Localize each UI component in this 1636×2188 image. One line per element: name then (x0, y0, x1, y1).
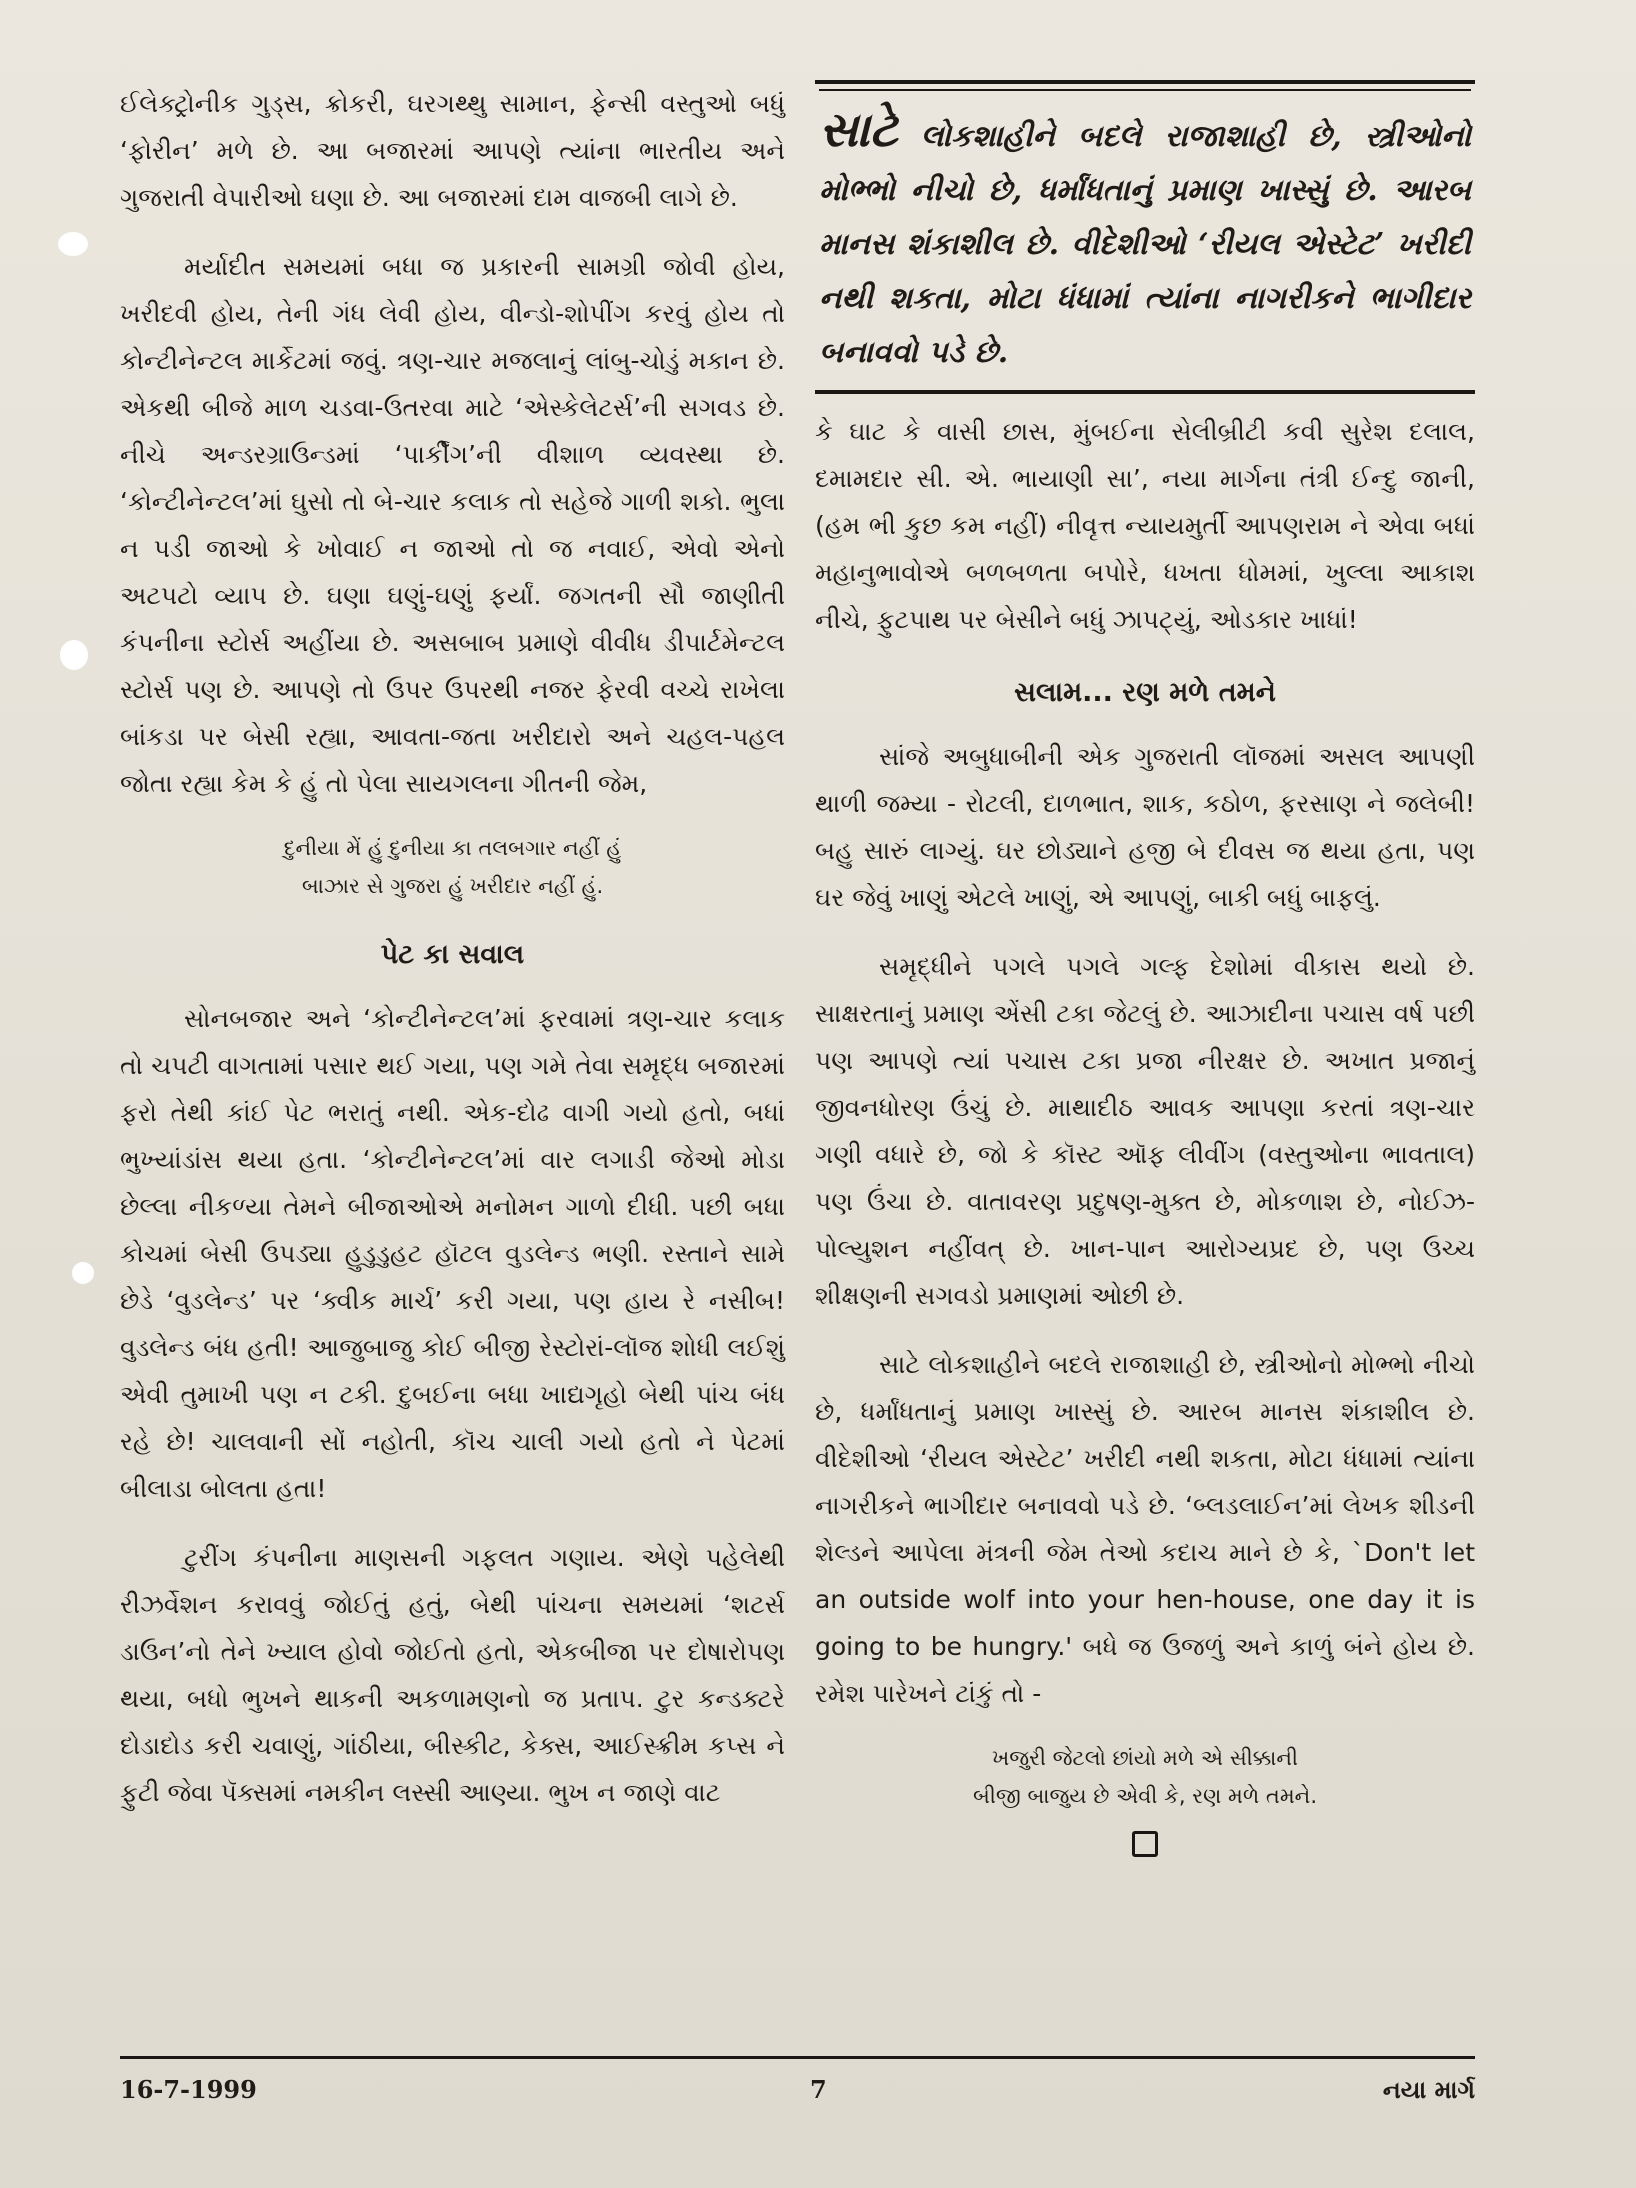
left-column (120, 80, 785, 1816)
pull-quote-dropcap: સાટે (819, 102, 898, 158)
left-section-heading: પેટ કા સવાલ (380, 939, 525, 970)
right-section-heading: સલામ... રણ મળે તમને (1014, 677, 1276, 708)
right-paragraph-2: સાંજે અબુધાબીની એક ગુજરાતી લૉજમાં અસલ આપણી થાળી જમ્યા - રોટલી, દાળભાત, શાક, કઠોળ, ફરસાણ ને જલેબી! બહુ સારું લાગ્યું. ઘર છોડ્યાને હજી બે દીવસ જ થયા હતા, પણ ઘર જેવું ખાણું એટલે ખાણું, એ આપણું, બાકી બધું બાફલું. (815, 742, 1475, 912)
pull-quote-body: લોકશાહીને બદલે રાજાશાહી છે, સ્ત્રીઓનો મોભ્ભો નીચો છે, ધર્માંધતાનું પ્રમાણ ખાસ્સું છે. આરબ માનસ શંકાશીલ છે. વીદેશીઓ ‘રીયલ એસ્ટેટ’ ખરીદી નથી શકતા, મોટા ધંધામાં ત્યાંના નાગરીકને ભાગીદાર બનાવવો પડે છે. (819, 119, 1471, 370)
magazine-name: નયા માર્ગ (1382, 2075, 1475, 2104)
right-verse (815, 1739, 1475, 1815)
page-footer (120, 2056, 1475, 2104)
footer-date: 16-7-1999 (120, 2075, 257, 2104)
right-column (815, 80, 1475, 1857)
left-paragraph-3: સોનબજાર અને ‘કોન્ટીનેન્ટલ’માં ફરવામાં ત્રણ-ચાર કલાક તો ચપટી વાગતામાં પસાર થઈ ગયા, પણ ગમે તેવા સમૃદ્ધ બજારમાં ફરો તેથી કાંઈ પેટ ભરાતું નથી. એક-દોઢ વાગી ગયો હતો, બધાં ભુખ્યાંડાંસ થયા હતા. ‘કોન્ટીનેન્ટલ’માં વાર લગાડી જેઓ મોડા છેલ્લા નીકળ્યા તેમને બીજાઓએ મનોમન ગાળો દીધી. પછી બધા કોચમાં બેસી ઉપડ્યા હુડુડુહટ હૉટલ વુડલેન્ડ ભણી. રસ્તાને સામે છેડે ‘વુડલેન્ડ’ પર ‘ક્વીક માર્ચ’ કરી ગયા, પણ હાય રે નસીબ! વુડલેન્ડ બંધ હતી! આજુબાજુ કોઈ બીજી રેસ્ટોરાં-લૉજ શોધી લઈશું એવી તુમાખી પણ ન ટકી. દુબઈના બધા ખાદ્યગૃહો બેથી પાંચ બંધ રહે છે! ચાલવાની સોં નહોતી, કૉચ ચાલી ગયો હતો ને પેટમાં બીલાડા બોલતા હતા! (120, 1004, 785, 1503)
page-number: 7 (810, 2075, 827, 2104)
end-of-article-icon (1132, 1831, 1158, 1857)
left-verse-line-1: દુનીયા મેં હું દુનીયા કા તલબગાર નહીં હું (283, 836, 622, 860)
right-paragraph-4: સાટે લોકશાહીને બદલે રાજાશાહી છે, સ્ત્રીઓનો મોભ્ભો નીચો છે, ધર્માંધતાનું પ્રમાણ ખાસ્સું છે. આરબ માનસ શંકાશીલ છે. વીદેશીઓ ‘રીયલ એસ્ટેટ’ ખરીદી નથી શકતા, મોટા ધંધામાં ત્યાંના નાગરીકને ભાગીદાર બનાવવો પડે છે. ‘બ્લડલાઈન’માં લેખક શીડની શેલ્ડને આપેલા મંત્રની જેમ તેઓ કદાચ માને છે કે, `Don't let an outside wolf into your hen-house, one day it is going to be hungry.' બધે જ ઉજળું અને કાળું બંને હોય છે. રમેશ પારેખને ટાંકું તો - (815, 1350, 1475, 1708)
left-verse-line-2: બાઝાર સે ગુજરા હું ખરીદાર નહીં હું. (301, 874, 604, 898)
pull-quote-text (819, 103, 1471, 380)
right-paragraph-3: સમૃદ્ધીને પગલે પગલે ગલ્ફ દેશોમાં વીકાસ થયો છે. સાક્ષરતાનું પ્રમાણ એંસી ટકા જેટલું છે. આઝાદીના પચાસ વર્ષ પછી પણ આપણે ત્યાં પચાસ ટકા પ્રજા નીરક્ષર છે. અખાત પ્રજાનું જીવનધોરણ ઉંચું છે. માથાદીઠ આવક આપણા કરતાં ત્રણ-ચાર ગણી વધારે છે, જો કે કૉસ્ટ ઑફ લીવીંગ (વસ્તુઓના ભાવતાલ) પણ ઉંચા છે. વાતાવરણ પ્રદુષણ-મુક્ત છે, મોકળાશ છે, નોઈઝ-પોલ્યુશન નહીંવત્ છે. ખાન-પાન આરોગ્યપ્રદ છે, પણ ઉચ્ચ શીક્ષણની સગવડો પ્રમાણમાં ઓછી છે. (815, 952, 1475, 1310)
binding-hole (58, 232, 88, 256)
binding-hole (60, 640, 88, 670)
right-verse-line-2: બીજી બાજુય છે એવી કે, રણ મળે તમને. (973, 1784, 1317, 1808)
left-verse (120, 829, 785, 905)
binding-hole (72, 1262, 94, 1284)
pull-quote (815, 80, 1475, 394)
left-paragraph-1: ઈલેક્ટ્રોનીક ગુડ્સ, ક્રોકરી, ઘરગથ્થુ સામાન, ફેન્સી વસ્તુઓ બધું ‘ફોરીન’ મળે છે. આ બજારમાં આપણે ત્યાંના ભારતીય અને ગુજરાતી વેપારીઓ ઘણા છે. આ બજારમાં દામ વાજબી લાગે છે. (120, 89, 785, 212)
left-paragraph-4: ટુરીંગ કંપનીના માણસની ગફલત ગણાય. એણે પહેલેથી રીઝર્વેશન કરાવવું જોઈતું હતું, બેથી પાંચના સમયમાં ‘શટર્સ ડાઉન’નો તેને ખ્યાલ હોવો જોઈતો હતો, એકબીજા પર દોષારોપણ થયા, બધો ભુખને થાકની અકળામણનો જ પ્રતાપ. ટુર કન્ડક્ટરે દોડાદોડ કરી ચવાણું, ગાંઠીયા, બીસ્કીટ, કેક્સ, આઈસ્ક્રીમ કપ્સ ને ફુટી જેવા પૅક્સમાં નમકીન લસ્સી આણ્યા. ભુખ ન જાણે વાટ (120, 1543, 785, 1807)
right-paragraph-1: કે ઘાટ કે વાસી છાસ, મુંબઈના સેલીબ્રીટી કવી સુરેશ દલાલ, દમામદાર સી. એ. ભાયાણી સા’, નયા માર્ગના તંત્રી ઈન્દુ જાની, (હમ ભી કુછ કમ નહીં) નીવૃત્ત ન્યાયમુર્તી આપણરામ ને એવા બધાં મહાનુભાવોએ બળબળતા બપોરે, ધખતા ધોમમાં, ખુલ્લા આકાશ નીચે, ફુટપાથ પર બેસીને બધું ઝાપટ્યું, ઓડકાર ખાધાં! (815, 417, 1475, 634)
left-paragraph-2: મર્યાદીત સમયમાં બધા જ પ્રકારની સામગ્રી જોવી હોય, ખરીદવી હોય, તેની ગંધ લેવી હોય, વીન્ડો-શોપીંગ કરવું હોય તો કોન્ટીનેન્ટલ માર્કેટમાં જવું. ત્રણ-ચાર મજલાનું લાંબુ-ચોડું મકાન છે. એકથી બીજે માળ ચડવા-ઉતરવા માટે ‘એસ્કેલેટર્સ’ની સગવડ છે. નીચે અન્ડરગ્રાઉન્ડમાં ‘પાર્કીંગ’ની વીશાળ વ્યવસ્થા છે. ‘કોન્ટીનેન્ટલ’માં ઘુસો તો બે-ચાર કલાક તો સહેજે ગાળી શકો. ભુલા ન પડી જાઓ કે ખોવાઈ ન જાઓ તો જ નવાઈ, એવો એનો અટપટો વ્યાપ છે. ઘણા ઘણું-ઘણું ફર્યાં. જગતની સૌ જાણીતી કંપનીના સ્ટોર્સ અહીંયા છે. અસબાબ પ્રમાણે વીવીધ ડીપાર્ટમેન્ટલ સ્ટોર્સ પણ છે. આપણે તો ઉપર ઉપરથી નજર ફેરવી વચ્ચે રાખેલા બાંકડા પર બેસી રહ્યા, આવતા-જતા ખરીદારો અને ચહલ-પહલ જોતા રહ્યા કેમ કે હું તો પેલા સાયગલના ગીતની જેમ, (120, 252, 785, 798)
right-verse-line-1: ખજુરી જેટલો છાંયો મળે એ સીક્કાની (991, 1746, 1299, 1770)
